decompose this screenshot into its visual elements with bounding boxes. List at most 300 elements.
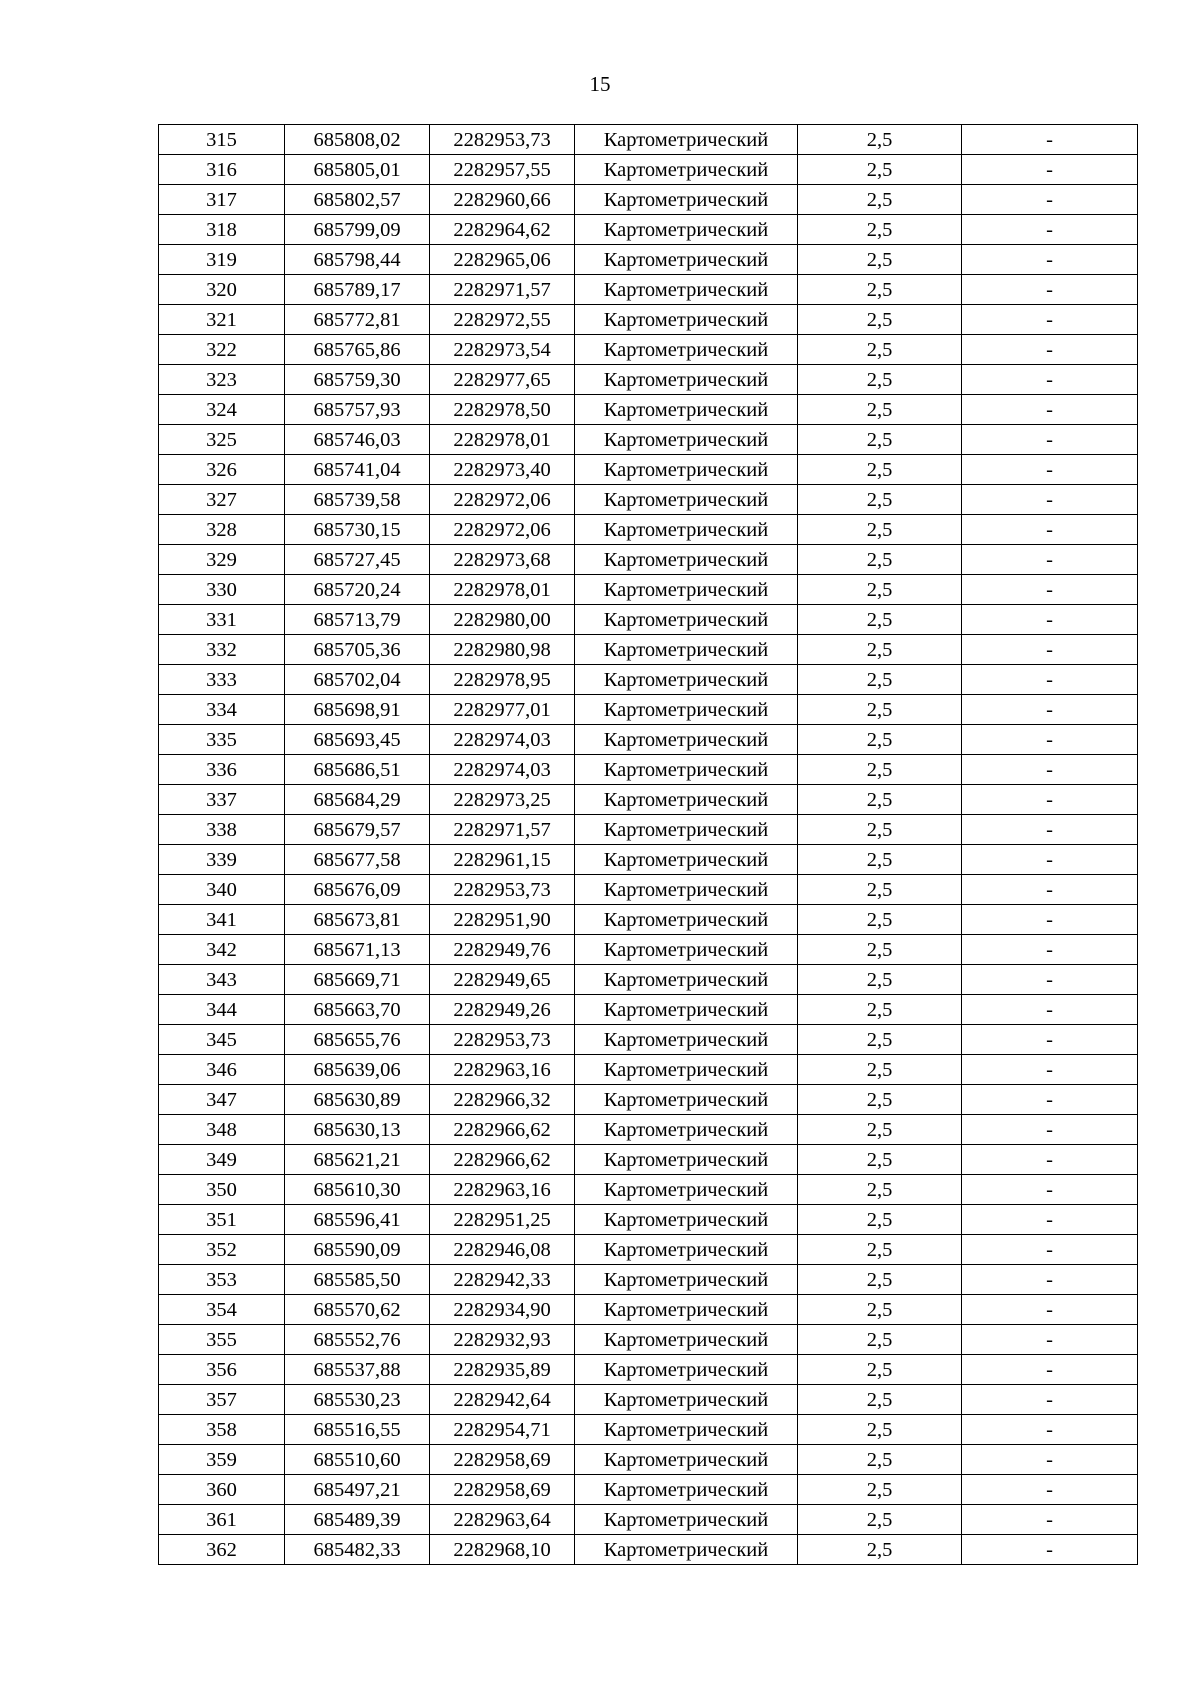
point-number-cell: 359 xyxy=(159,1445,285,1475)
method-cell: Картометрический xyxy=(575,755,798,785)
method-cell: Картометрический xyxy=(575,935,798,965)
method-cell: Картометрический xyxy=(575,995,798,1025)
x-coordinate-cell: 685639,06 xyxy=(285,1055,430,1085)
point-number-cell: 342 xyxy=(159,935,285,965)
y-coordinate-cell: 2282958,69 xyxy=(430,1445,575,1475)
x-coordinate-cell: 685585,50 xyxy=(285,1265,430,1295)
y-coordinate-cell: 2282978,50 xyxy=(430,395,575,425)
table-row xyxy=(159,395,1138,425)
table-row xyxy=(159,125,1138,155)
x-coordinate-cell: 685677,58 xyxy=(285,845,430,875)
y-coordinate-cell: 2282953,73 xyxy=(430,875,575,905)
x-coordinate-cell: 685702,04 xyxy=(285,665,430,695)
x-coordinate-cell: 685530,23 xyxy=(285,1385,430,1415)
description-cell: - xyxy=(962,365,1138,395)
table-row xyxy=(159,155,1138,185)
y-coordinate-cell: 2282972,55 xyxy=(430,305,575,335)
point-number-cell: 346 xyxy=(159,1055,285,1085)
method-cell: Картометрический xyxy=(575,1295,798,1325)
accuracy-cell: 2,5 xyxy=(798,1445,962,1475)
table-row xyxy=(159,1115,1138,1145)
x-coordinate-cell: 685676,09 xyxy=(285,875,430,905)
x-coordinate-cell: 685516,55 xyxy=(285,1415,430,1445)
description-cell: - xyxy=(962,305,1138,335)
point-number-cell: 353 xyxy=(159,1265,285,1295)
y-coordinate-cell: 2282963,16 xyxy=(430,1055,575,1085)
accuracy-cell: 2,5 xyxy=(798,545,962,575)
method-cell: Картометрический xyxy=(575,1385,798,1415)
table-row xyxy=(159,245,1138,275)
point-number-cell: 357 xyxy=(159,1385,285,1415)
accuracy-cell: 2,5 xyxy=(798,1415,962,1445)
accuracy-cell: 2,5 xyxy=(798,995,962,1025)
point-number-cell: 325 xyxy=(159,425,285,455)
x-coordinate-cell: 685684,29 xyxy=(285,785,430,815)
method-cell: Картометрический xyxy=(575,875,798,905)
method-cell: Картометрический xyxy=(575,695,798,725)
y-coordinate-cell: 2282946,08 xyxy=(430,1235,575,1265)
y-coordinate-cell: 2282935,89 xyxy=(430,1355,575,1385)
accuracy-cell: 2,5 xyxy=(798,395,962,425)
x-coordinate-cell: 685805,01 xyxy=(285,155,430,185)
accuracy-cell: 2,5 xyxy=(798,1115,962,1145)
method-cell: Картометрический xyxy=(575,395,798,425)
accuracy-cell: 2,5 xyxy=(798,635,962,665)
point-number-cell: 345 xyxy=(159,1025,285,1055)
point-number-cell: 321 xyxy=(159,305,285,335)
description-cell: - xyxy=(962,995,1138,1025)
point-number-cell: 334 xyxy=(159,695,285,725)
method-cell: Картометрический xyxy=(575,515,798,545)
x-coordinate-cell: 685673,81 xyxy=(285,905,430,935)
description-cell: - xyxy=(962,275,1138,305)
y-coordinate-cell: 2282978,01 xyxy=(430,425,575,455)
description-cell: - xyxy=(962,1175,1138,1205)
description-cell: - xyxy=(962,455,1138,485)
x-coordinate-cell: 685802,57 xyxy=(285,185,430,215)
y-coordinate-cell: 2282973,54 xyxy=(430,335,575,365)
description-cell: - xyxy=(962,1415,1138,1445)
accuracy-cell: 2,5 xyxy=(798,755,962,785)
x-coordinate-cell: 685596,41 xyxy=(285,1205,430,1235)
method-cell: Картометрический xyxy=(575,455,798,485)
y-coordinate-cell: 2282958,69 xyxy=(430,1475,575,1505)
description-cell: - xyxy=(962,1085,1138,1115)
description-cell: - xyxy=(962,1025,1138,1055)
accuracy-cell: 2,5 xyxy=(798,1325,962,1355)
description-cell: - xyxy=(962,215,1138,245)
point-number-cell: 324 xyxy=(159,395,285,425)
y-coordinate-cell: 2282980,98 xyxy=(430,635,575,665)
method-cell: Картометрический xyxy=(575,785,798,815)
accuracy-cell: 2,5 xyxy=(798,1025,962,1055)
point-number-cell: 347 xyxy=(159,1085,285,1115)
x-coordinate-cell: 685759,30 xyxy=(285,365,430,395)
description-cell: - xyxy=(962,1115,1138,1145)
accuracy-cell: 2,5 xyxy=(798,485,962,515)
x-coordinate-cell: 685765,86 xyxy=(285,335,430,365)
description-cell: - xyxy=(962,665,1138,695)
y-coordinate-cell: 2282973,68 xyxy=(430,545,575,575)
method-cell: Картометрический xyxy=(575,1085,798,1115)
accuracy-cell: 2,5 xyxy=(798,1235,962,1265)
accuracy-cell: 2,5 xyxy=(798,185,962,215)
y-coordinate-cell: 2282951,25 xyxy=(430,1205,575,1235)
description-cell: - xyxy=(962,635,1138,665)
y-coordinate-cell: 2282949,76 xyxy=(430,935,575,965)
accuracy-cell: 2,5 xyxy=(798,935,962,965)
x-coordinate-cell: 685798,44 xyxy=(285,245,430,275)
accuracy-cell: 2,5 xyxy=(798,575,962,605)
x-coordinate-cell: 685510,60 xyxy=(285,1445,430,1475)
table-row xyxy=(159,905,1138,935)
point-number-cell: 319 xyxy=(159,245,285,275)
method-cell: Картометрический xyxy=(575,905,798,935)
method-cell: Картометрический xyxy=(575,1145,798,1175)
x-coordinate-cell: 685621,21 xyxy=(285,1145,430,1175)
point-number-cell: 332 xyxy=(159,635,285,665)
method-cell: Картометрический xyxy=(575,1265,798,1295)
table-row xyxy=(159,725,1138,755)
description-cell: - xyxy=(962,185,1138,215)
point-number-cell: 317 xyxy=(159,185,285,215)
table-row xyxy=(159,1265,1138,1295)
description-cell: - xyxy=(962,1205,1138,1235)
y-coordinate-cell: 2282973,25 xyxy=(430,785,575,815)
table-row xyxy=(159,1235,1138,1265)
method-cell: Картометрический xyxy=(575,125,798,155)
table-row xyxy=(159,1445,1138,1475)
point-number-cell: 344 xyxy=(159,995,285,1025)
x-coordinate-cell: 685552,76 xyxy=(285,1325,430,1355)
x-coordinate-cell: 685789,17 xyxy=(285,275,430,305)
accuracy-cell: 2,5 xyxy=(798,875,962,905)
accuracy-cell: 2,5 xyxy=(798,605,962,635)
accuracy-cell: 2,5 xyxy=(798,845,962,875)
y-coordinate-cell: 2282971,57 xyxy=(430,275,575,305)
point-number-cell: 340 xyxy=(159,875,285,905)
method-cell: Картометрический xyxy=(575,575,798,605)
point-number-cell: 362 xyxy=(159,1535,285,1565)
method-cell: Картометрический xyxy=(575,485,798,515)
x-coordinate-cell: 685489,39 xyxy=(285,1505,430,1535)
method-cell: Картометрический xyxy=(575,545,798,575)
table-body xyxy=(159,125,1138,1565)
description-cell: - xyxy=(962,335,1138,365)
point-number-cell: 315 xyxy=(159,125,285,155)
x-coordinate-cell: 685739,58 xyxy=(285,485,430,515)
description-cell: - xyxy=(962,815,1138,845)
y-coordinate-cell: 2282932,93 xyxy=(430,1325,575,1355)
method-cell: Картометрический xyxy=(575,1025,798,1055)
method-cell: Картометрический xyxy=(575,965,798,995)
table-row xyxy=(159,1415,1138,1445)
accuracy-cell: 2,5 xyxy=(798,965,962,995)
y-coordinate-cell: 2282966,62 xyxy=(430,1145,575,1175)
y-coordinate-cell: 2282977,65 xyxy=(430,365,575,395)
method-cell: Картометрический xyxy=(575,725,798,755)
point-number-cell: 352 xyxy=(159,1235,285,1265)
x-coordinate-cell: 685671,13 xyxy=(285,935,430,965)
x-coordinate-cell: 685686,51 xyxy=(285,755,430,785)
x-coordinate-cell: 685713,79 xyxy=(285,605,430,635)
point-number-cell: 331 xyxy=(159,605,285,635)
y-coordinate-cell: 2282963,16 xyxy=(430,1175,575,1205)
x-coordinate-cell: 685730,15 xyxy=(285,515,430,545)
y-coordinate-cell: 2282949,26 xyxy=(430,995,575,1025)
accuracy-cell: 2,5 xyxy=(798,1145,962,1175)
description-cell: - xyxy=(962,545,1138,575)
accuracy-cell: 2,5 xyxy=(798,365,962,395)
table-row xyxy=(159,185,1138,215)
point-number-cell: 316 xyxy=(159,155,285,185)
table-row xyxy=(159,635,1138,665)
x-coordinate-cell: 685799,09 xyxy=(285,215,430,245)
table-row xyxy=(159,335,1138,365)
method-cell: Картометрический xyxy=(575,635,798,665)
method-cell: Картометрический xyxy=(575,845,798,875)
y-coordinate-cell: 2282972,06 xyxy=(430,485,575,515)
point-number-cell: 333 xyxy=(159,665,285,695)
y-coordinate-cell: 2282960,66 xyxy=(430,185,575,215)
table-row xyxy=(159,1295,1138,1325)
point-number-cell: 341 xyxy=(159,905,285,935)
description-cell: - xyxy=(962,875,1138,905)
description-cell: - xyxy=(962,395,1138,425)
accuracy-cell: 2,5 xyxy=(798,1355,962,1385)
y-coordinate-cell: 2282961,15 xyxy=(430,845,575,875)
description-cell: - xyxy=(962,605,1138,635)
method-cell: Картометрический xyxy=(575,1505,798,1535)
table-row xyxy=(159,1145,1138,1175)
y-coordinate-cell: 2282972,06 xyxy=(430,515,575,545)
description-cell: - xyxy=(962,1265,1138,1295)
description-cell: - xyxy=(962,1385,1138,1415)
point-number-cell: 326 xyxy=(159,455,285,485)
y-coordinate-cell: 2282974,03 xyxy=(430,755,575,785)
table-row xyxy=(159,665,1138,695)
y-coordinate-cell: 2282974,03 xyxy=(430,725,575,755)
accuracy-cell: 2,5 xyxy=(798,275,962,305)
x-coordinate-cell: 685679,57 xyxy=(285,815,430,845)
method-cell: Картометрический xyxy=(575,1205,798,1235)
x-coordinate-cell: 685537,88 xyxy=(285,1355,430,1385)
method-cell: Картометрический xyxy=(575,1445,798,1475)
table-row xyxy=(159,1385,1138,1415)
point-number-cell: 335 xyxy=(159,725,285,755)
table-row xyxy=(159,1535,1138,1565)
y-coordinate-cell: 2282957,55 xyxy=(430,155,575,185)
method-cell: Картометрический xyxy=(575,1175,798,1205)
x-coordinate-cell: 685698,91 xyxy=(285,695,430,725)
x-coordinate-cell: 685655,76 xyxy=(285,1025,430,1055)
accuracy-cell: 2,5 xyxy=(798,665,962,695)
accuracy-cell: 2,5 xyxy=(798,515,962,545)
accuracy-cell: 2,5 xyxy=(798,815,962,845)
table-row xyxy=(159,785,1138,815)
method-cell: Картометрический xyxy=(575,605,798,635)
table-row xyxy=(159,1055,1138,1085)
accuracy-cell: 2,5 xyxy=(798,425,962,455)
table-row xyxy=(159,845,1138,875)
description-cell: - xyxy=(962,155,1138,185)
y-coordinate-cell: 2282965,06 xyxy=(430,245,575,275)
y-coordinate-cell: 2282968,10 xyxy=(430,1535,575,1565)
method-cell: Картометрический xyxy=(575,245,798,275)
point-number-cell: 339 xyxy=(159,845,285,875)
point-number-cell: 358 xyxy=(159,1415,285,1445)
point-number-cell: 322 xyxy=(159,335,285,365)
accuracy-cell: 2,5 xyxy=(798,695,962,725)
point-number-cell: 318 xyxy=(159,215,285,245)
y-coordinate-cell: 2282953,73 xyxy=(430,1025,575,1055)
y-coordinate-cell: 2282980,00 xyxy=(430,605,575,635)
point-number-cell: 343 xyxy=(159,965,285,995)
accuracy-cell: 2,5 xyxy=(798,455,962,485)
accuracy-cell: 2,5 xyxy=(798,1535,962,1565)
point-number-cell: 330 xyxy=(159,575,285,605)
y-coordinate-cell: 2282966,32 xyxy=(430,1085,575,1115)
accuracy-cell: 2,5 xyxy=(798,305,962,335)
table-row xyxy=(159,575,1138,605)
accuracy-cell: 2,5 xyxy=(798,785,962,815)
table-row xyxy=(159,425,1138,455)
accuracy-cell: 2,5 xyxy=(798,335,962,365)
description-cell: - xyxy=(962,1295,1138,1325)
x-coordinate-cell: 685590,09 xyxy=(285,1235,430,1265)
method-cell: Картометрический xyxy=(575,1535,798,1565)
description-cell: - xyxy=(962,755,1138,785)
description-cell: - xyxy=(962,695,1138,725)
y-coordinate-cell: 2282973,40 xyxy=(430,455,575,485)
method-cell: Картометрический xyxy=(575,185,798,215)
description-cell: - xyxy=(962,485,1138,515)
x-coordinate-cell: 685497,21 xyxy=(285,1475,430,1505)
x-coordinate-cell: 685630,13 xyxy=(285,1115,430,1145)
y-coordinate-cell: 2282978,01 xyxy=(430,575,575,605)
method-cell: Картометрический xyxy=(575,1475,798,1505)
y-coordinate-cell: 2282977,01 xyxy=(430,695,575,725)
point-number-cell: 336 xyxy=(159,755,285,785)
method-cell: Картометрический xyxy=(575,425,798,455)
point-number-cell: 355 xyxy=(159,1325,285,1355)
y-coordinate-cell: 2282971,57 xyxy=(430,815,575,845)
y-coordinate-cell: 2282963,64 xyxy=(430,1505,575,1535)
method-cell: Картометрический xyxy=(575,365,798,395)
x-coordinate-cell: 685693,45 xyxy=(285,725,430,755)
accuracy-cell: 2,5 xyxy=(798,905,962,935)
table-row xyxy=(159,965,1138,995)
table-row xyxy=(159,695,1138,725)
point-number-cell: 349 xyxy=(159,1145,285,1175)
description-cell: - xyxy=(962,245,1138,275)
accuracy-cell: 2,5 xyxy=(798,1265,962,1295)
accuracy-cell: 2,5 xyxy=(798,1505,962,1535)
description-cell: - xyxy=(962,1535,1138,1565)
accuracy-cell: 2,5 xyxy=(798,215,962,245)
accuracy-cell: 2,5 xyxy=(798,725,962,755)
accuracy-cell: 2,5 xyxy=(798,1385,962,1415)
x-coordinate-cell: 685663,70 xyxy=(285,995,430,1025)
table-row xyxy=(159,275,1138,305)
table-row xyxy=(159,1355,1138,1385)
table-row xyxy=(159,455,1138,485)
x-coordinate-cell: 685720,24 xyxy=(285,575,430,605)
method-cell: Картометрический xyxy=(575,1055,798,1085)
description-cell: - xyxy=(962,1445,1138,1475)
x-coordinate-cell: 685669,71 xyxy=(285,965,430,995)
point-number-cell: 360 xyxy=(159,1475,285,1505)
description-cell: - xyxy=(962,1055,1138,1085)
method-cell: Картометрический xyxy=(575,1235,798,1265)
accuracy-cell: 2,5 xyxy=(798,1175,962,1205)
table-row xyxy=(159,1505,1138,1535)
method-cell: Картометрический xyxy=(575,305,798,335)
table-row xyxy=(159,935,1138,965)
point-number-cell: 338 xyxy=(159,815,285,845)
table-row xyxy=(159,515,1138,545)
table-row xyxy=(159,305,1138,335)
y-coordinate-cell: 2282951,90 xyxy=(430,905,575,935)
method-cell: Картометрический xyxy=(575,1355,798,1385)
table-row xyxy=(159,365,1138,395)
point-number-cell: 356 xyxy=(159,1355,285,1385)
x-coordinate-cell: 685630,89 xyxy=(285,1085,430,1115)
x-coordinate-cell: 685705,36 xyxy=(285,635,430,665)
y-coordinate-cell: 2282966,62 xyxy=(430,1115,575,1145)
description-cell: - xyxy=(962,935,1138,965)
point-number-cell: 350 xyxy=(159,1175,285,1205)
point-number-cell: 328 xyxy=(159,515,285,545)
method-cell: Картометрический xyxy=(575,275,798,305)
table-row xyxy=(159,1085,1138,1115)
y-coordinate-cell: 2282942,64 xyxy=(430,1385,575,1415)
accuracy-cell: 2,5 xyxy=(798,1205,962,1235)
accuracy-cell: 2,5 xyxy=(798,1295,962,1325)
description-cell: - xyxy=(962,1235,1138,1265)
method-cell: Картометрический xyxy=(575,215,798,245)
y-coordinate-cell: 2282964,62 xyxy=(430,215,575,245)
point-number-cell: 329 xyxy=(159,545,285,575)
x-coordinate-cell: 685570,62 xyxy=(285,1295,430,1325)
table-row xyxy=(159,1175,1138,1205)
accuracy-cell: 2,5 xyxy=(798,245,962,275)
description-cell: - xyxy=(962,905,1138,935)
y-coordinate-cell: 2282934,90 xyxy=(430,1295,575,1325)
point-number-cell: 348 xyxy=(159,1115,285,1145)
accuracy-cell: 2,5 xyxy=(798,1085,962,1115)
table-row xyxy=(159,1475,1138,1505)
point-number-cell: 354 xyxy=(159,1295,285,1325)
point-number-cell: 320 xyxy=(159,275,285,305)
point-number-cell: 323 xyxy=(159,365,285,395)
description-cell: - xyxy=(962,725,1138,755)
accuracy-cell: 2,5 xyxy=(798,1475,962,1505)
x-coordinate-cell: 685727,45 xyxy=(285,545,430,575)
method-cell: Картометрический xyxy=(575,815,798,845)
description-cell: - xyxy=(962,125,1138,155)
point-number-cell: 327 xyxy=(159,485,285,515)
point-number-cell: 351 xyxy=(159,1205,285,1235)
table-row xyxy=(159,995,1138,1025)
table-row xyxy=(159,485,1138,515)
table-row xyxy=(159,1325,1138,1355)
description-cell: - xyxy=(962,1505,1138,1535)
table-row xyxy=(159,545,1138,575)
x-coordinate-cell: 685482,33 xyxy=(285,1535,430,1565)
method-cell: Картометрический xyxy=(575,335,798,365)
accuracy-cell: 2,5 xyxy=(798,1055,962,1085)
